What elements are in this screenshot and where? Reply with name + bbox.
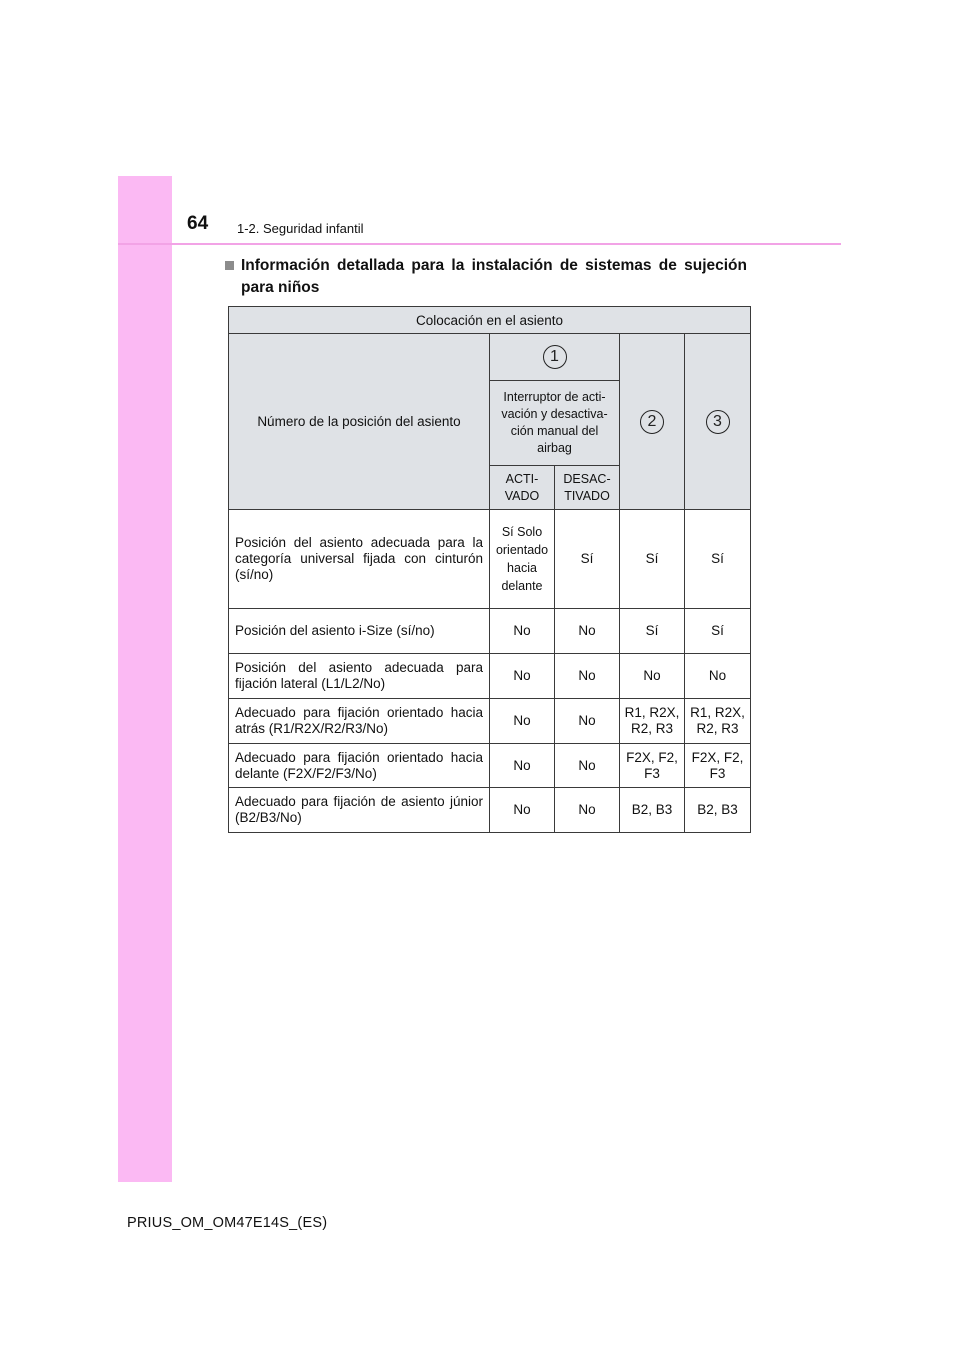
row-label: Posición del asiento i-Size (sí/no): [229, 609, 490, 654]
section-title: 1-2. Seguridad infantil: [237, 221, 364, 236]
position-2-badge: 2: [640, 410, 664, 434]
row-label: Posición del asiento adecuada para la categoría universal fijada con cinturón (sí/no): [229, 510, 490, 609]
row-value: Sí: [620, 609, 685, 654]
header-divider: [118, 243, 841, 245]
side-tab: [118, 176, 172, 1182]
row-value: F2X, F2, F3: [620, 744, 685, 788]
page-number: 64: [187, 213, 209, 234]
row-value: No: [490, 654, 555, 699]
seat-position-table: [228, 306, 751, 833]
row-label: Adecuado para fijación de asiento júnior (B2/B3/No): [229, 788, 490, 833]
row-value: B2, B3: [685, 788, 751, 833]
row-value: No: [555, 744, 620, 788]
airbag-off-label: DESAC-TIVADO: [555, 466, 620, 510]
row-label: Adecuado para fijación orientado hacia delante (F2X/F2/F3/No): [229, 744, 490, 788]
section-heading: [225, 255, 747, 299]
position-number-label: Número de la posición del asiento: [229, 334, 490, 510]
row-value: No: [490, 744, 555, 788]
table-row: [229, 744, 751, 788]
row-value: R1, R2X, R2, R3: [620, 699, 685, 744]
row-value: No: [555, 699, 620, 744]
table-title: Colocación en el asiento: [229, 307, 751, 334]
square-bullet-icon: [225, 261, 234, 270]
row-value: Sí: [555, 510, 620, 609]
table-row: [229, 510, 751, 609]
position-2-cell: [620, 334, 685, 510]
row-value: Sí: [685, 510, 751, 609]
row-value: No: [490, 609, 555, 654]
row-value: R1, R2X, R2, R3: [685, 699, 751, 744]
airbag-on-label: ACTI-VADO: [490, 466, 555, 510]
position-1-cell: [490, 334, 620, 381]
row-value: No: [555, 609, 620, 654]
table-row: [229, 699, 751, 744]
table-row: [229, 788, 751, 833]
row-value: No: [620, 654, 685, 699]
document-code: PRIUS_OM_OM47E14S_(ES): [127, 1215, 328, 1231]
position-3-cell: [685, 334, 751, 510]
row-value: Sí: [685, 609, 751, 654]
airbag-switch-label: Interruptor de acti-vación y desactiva-ción manual del airbag: [490, 381, 620, 466]
row-value: No: [555, 788, 620, 833]
position-1-badge: 1: [543, 345, 567, 369]
position-3-badge: 3: [706, 410, 730, 434]
row-value: Sí Solo orientado hacia delante: [490, 510, 555, 609]
row-value: No: [555, 654, 620, 699]
row-value: No: [490, 699, 555, 744]
table-row: [229, 654, 751, 699]
row-value: B2, B3: [620, 788, 685, 833]
row-value: No: [685, 654, 751, 699]
table-row: [229, 609, 751, 654]
row-label: Posición del asiento adecuada para fijación lateral (L1/L2/No): [229, 654, 490, 699]
row-value: F2X, F2, F3: [685, 744, 751, 788]
row-value: Sí: [620, 510, 685, 609]
heading-text: Información detallada para la instalación de sistemas de sujeción para niños: [241, 257, 747, 296]
row-value: No: [490, 788, 555, 833]
row-label: Adecuado para fijación orientado hacia atrás (R1/R2X/R2/R3/No): [229, 699, 490, 744]
